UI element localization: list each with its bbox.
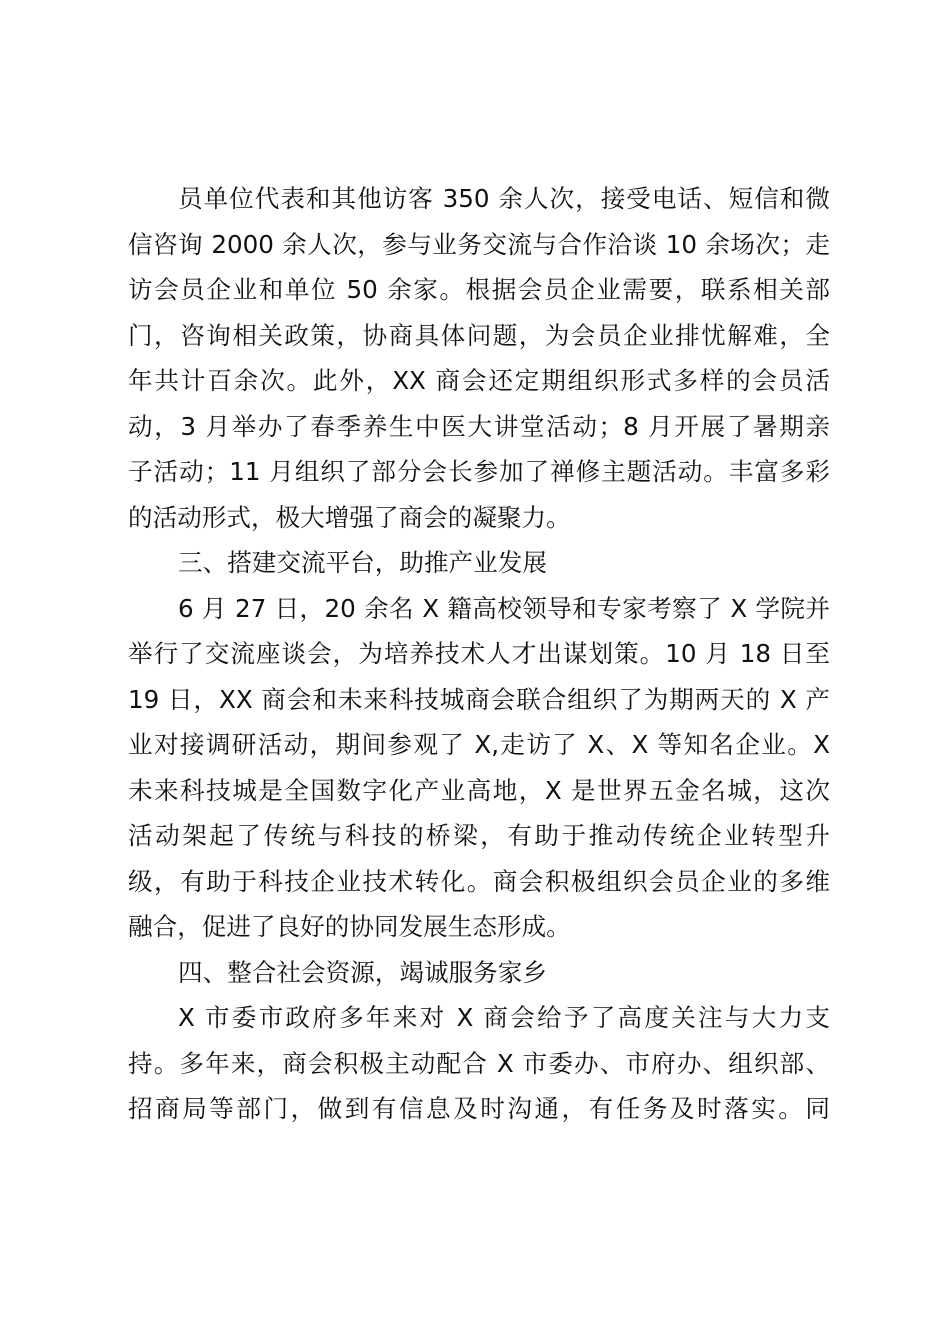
text-line: X 市委市政府多年来对 X 商会给予了高度关注与大力支 (178, 1003, 830, 1032)
section-heading-exchange-platform (128, 540, 830, 586)
text-line: 门，咨询相关政策，协商具体问题，为会员企业排忧解难，全 (128, 320, 830, 350)
text-line: 业对接调研活动，期间参观了 X,走访了 X、X 等知名企业。X (128, 730, 830, 759)
text-line: 招商局等部门，做到有信息及时沟通，有任务及时落实。同 (128, 1094, 830, 1123)
text-line: 动，3 月举办了春季养生中医大讲堂活动；8 月开展了暑期亲 (128, 411, 830, 441)
section-heading-social-resources (128, 950, 830, 996)
text-line: 持。多年来，商会积极主动配合 X 市委办、市府办、组织部、 (128, 1048, 830, 1078)
paragraph-industry-development (128, 586, 830, 950)
text-line: 举行了交流座谈会，为培养技术人才出谋划策。10 月 18 日至 (128, 639, 830, 668)
text-line: 年共计百余次。此外，XX 商会还定期组织形式多样的会员活 (128, 366, 830, 395)
text-line: 子活动；11 月组织了部分会长参加了禅修主题活动。丰富多彩 (128, 457, 830, 486)
text-line: 级，有助于科技企业技术转化。商会积极组织会员企业的多维 (128, 866, 830, 896)
text-line: 信咨询 2000 余人次，参与业务交流与合作洽谈 10 余场次；走 (128, 229, 830, 259)
text-line: 融合，促进了良好的协同发展生态形成。 (128, 912, 571, 941)
text-line: 员单位代表和其他访客 350 余人次，接受电话、短信和微 (178, 184, 830, 213)
document-body (128, 176, 830, 1132)
section-heading-text: 三、搭建交流平台，助推产业发展 (178, 548, 547, 577)
paragraph-member-services (128, 176, 830, 540)
text-line: 6 月 27 日，20 余名 X 籍高校领导和专家考察了 X 学院并 (178, 593, 830, 623)
paragraph-hometown-service (128, 995, 830, 1132)
text-line: 访会员企业和单位 50 余家。根据会员企业需要，联系相关部 (128, 275, 830, 304)
section-heading-text: 四、整合社会资源，竭诚服务家乡 (178, 957, 547, 987)
text-line: 活动架起了传统与科技的桥梁，有助于推动传统企业转型升 (128, 821, 830, 850)
text-line: 的活动形式，极大增强了商会的凝聚力。 (128, 502, 571, 532)
text-line: 19 日，XX 商会和未来科技城商会联合组织了为期两天的 X 产 (128, 684, 830, 714)
text-line: 未来科技城是全国数字化产业高地，X 是世界五金名城，这次 (128, 775, 830, 805)
